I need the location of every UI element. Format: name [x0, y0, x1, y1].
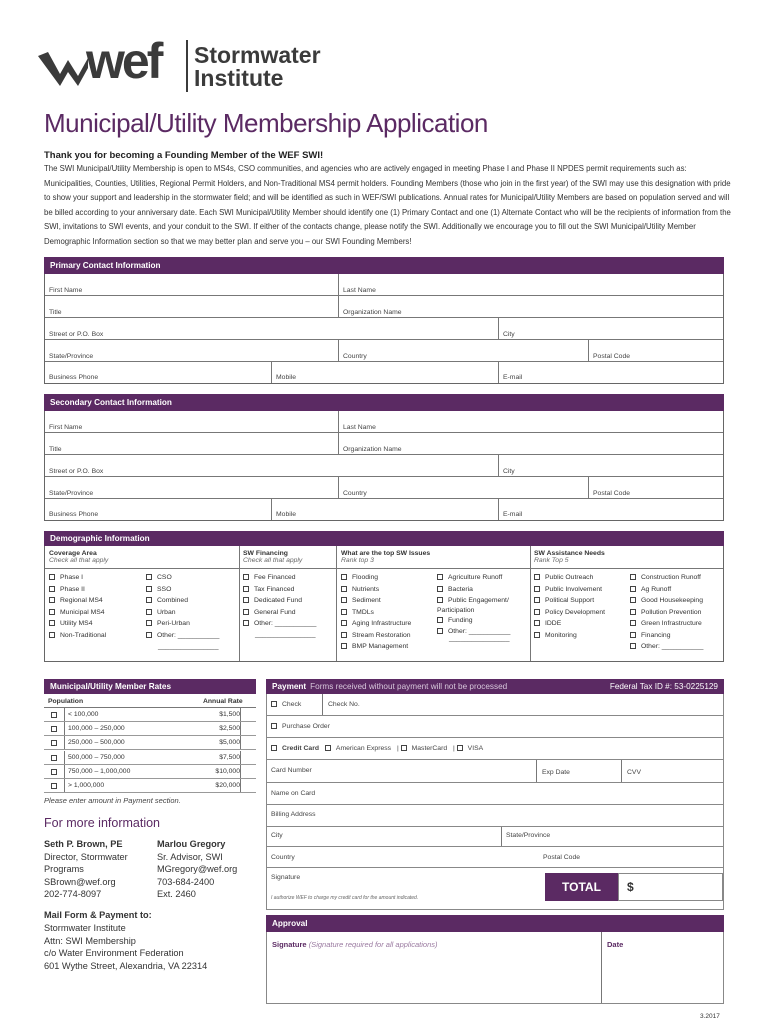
checkbox-icon[interactable] — [146, 632, 152, 638]
payment-header: Payment Forms received without payment will not be processed Federal Tax ID #: 53-0225129 — [266, 679, 724, 694]
checkbox-icon[interactable] — [630, 632, 636, 638]
text-line: c/o Water Environment Federation — [44, 948, 184, 958]
checkbox-icon[interactable] — [630, 586, 636, 592]
checkbox-icon[interactable] — [630, 643, 636, 649]
billing-country-field[interactable]: Country — [271, 854, 295, 861]
checkbox-option[interactable]: Utility MS4 — [49, 618, 106, 630]
text-line: 601 Wythe Street, Alexandria, VA 22314 — [44, 960, 208, 971]
rate-row[interactable] — [44, 751, 256, 765]
checkbox-option[interactable]: Bacteria — [437, 584, 510, 596]
primary-organization-field[interactable]: Organization Name — [343, 309, 402, 316]
issues-list-2 — [437, 572, 510, 638]
rate-amount: $7,500 — [219, 753, 240, 761]
checkbox-icon[interactable] — [243, 620, 249, 626]
checkbox-option[interactable]: Combined — [146, 595, 219, 607]
checkbox-icon[interactable] — [146, 609, 152, 615]
checkbox-option[interactable]: Policy Development — [534, 607, 605, 619]
checkbox-option[interactable]: Dedicated Fund — [243, 595, 316, 607]
checkbox-option[interactable]: Flooding — [341, 572, 411, 584]
checkbox-icon[interactable] — [630, 574, 636, 580]
billing-country-row — [266, 847, 724, 868]
checkbox-icon[interactable] — [341, 643, 347, 649]
amex-option[interactable]: American Express — [325, 745, 391, 752]
logo-line-1: Stormwater — [194, 42, 321, 68]
billing-address-field[interactable]: Billing Address — [266, 805, 724, 827]
checkbox-icon[interactable] — [243, 609, 249, 615]
approval-signature-field[interactable]: Signature (Signature required for all applications) — [272, 940, 438, 949]
rates-population-head: Population — [48, 698, 84, 705]
checkbox-icon[interactable] — [243, 574, 249, 580]
checkbox-icon[interactable] — [534, 586, 540, 592]
secondary-contact-grid — [44, 411, 724, 521]
primary-contact-header: Primary Contact Information — [44, 257, 724, 274]
checkbox-option[interactable]: Other: ___________ — [146, 630, 219, 642]
coverage-other-blank[interactable]: ________________ — [158, 643, 219, 650]
secondary-last-name-field[interactable]: Last Name — [343, 424, 376, 431]
secondary-country-field[interactable]: Country — [343, 490, 367, 497]
checkbox-icon[interactable] — [534, 597, 540, 603]
coverage-list-2 — [146, 572, 219, 641]
stormwater-institute-logo — [194, 44, 321, 90]
checkbox-icon[interactable] — [146, 597, 152, 603]
approval-box — [266, 932, 724, 1004]
financing-other-blank[interactable]: ________________ — [255, 631, 316, 638]
text-line: Sr. Advisor, SWI — [157, 851, 223, 862]
name-on-card-field[interactable]: Name on Card — [266, 783, 724, 805]
page-title: Municipal/Utility Membership Application — [44, 108, 488, 138]
checkbox-icon[interactable] — [630, 609, 636, 615]
checkbox-icon[interactable] — [49, 609, 55, 615]
check-number-field[interactable]: Check No. — [328, 701, 360, 708]
logo-divider — [186, 40, 188, 92]
checkbox-icon[interactable] — [534, 609, 540, 615]
primary-country-field[interactable]: Country — [343, 353, 367, 360]
checkbox-option: Participation — [437, 606, 475, 614]
billing-postal-field[interactable]: Postal Code — [543, 854, 581, 861]
secondary-mobile-field[interactable]: Mobile — [276, 511, 297, 518]
rate-population: 500,000 – 750,000 — [68, 753, 125, 761]
checkbox-option[interactable]: Public Involvement — [534, 584, 605, 596]
secondary-business-phone-field[interactable]: Business Phone — [49, 511, 99, 518]
secondary-title-field[interactable]: Title — [49, 446, 62, 453]
checkbox-option[interactable]: IDDE — [534, 618, 605, 630]
checkbox-option[interactable]: Nutrients — [341, 584, 411, 596]
logo-line-2: Institute — [194, 65, 284, 91]
signature-row — [266, 868, 724, 910]
checkbox-icon[interactable] — [146, 586, 152, 592]
checkbox-option[interactable]: Fee Financed — [243, 572, 316, 584]
checkbox-icon[interactable] — [437, 574, 443, 580]
credit-card-option[interactable]: Credit Card — [271, 745, 319, 752]
card-number-row — [266, 760, 724, 783]
primary-business-phone-field[interactable]: Business Phone — [49, 374, 99, 381]
secondary-postal-field[interactable]: Postal Code — [593, 490, 631, 497]
pay-check-row — [266, 694, 724, 716]
rate-population: > 1,000,000 — [68, 782, 105, 789]
checkbox-icon[interactable] — [534, 620, 540, 626]
card-number-field[interactable]: Card Number — [271, 767, 312, 774]
check-option[interactable]: Check — [271, 701, 301, 708]
checkbox-option[interactable]: Phase I — [49, 572, 106, 584]
checkbox-icon[interactable] — [341, 597, 347, 603]
thanks-heading: Thank you for becoming a Founding Member of the WEF SWI! — [44, 150, 324, 161]
purchase-order-row[interactable]: Purchase Order — [266, 716, 724, 738]
authorize-text: I authorize WEF to charge my credit card for the amount indicated. — [271, 895, 419, 901]
checkbox-icon[interactable] — [49, 586, 55, 592]
text-line: Attn: SWI Membership — [44, 935, 136, 946]
rate-checkbox-icon[interactable] — [51, 740, 57, 746]
checkbox-option[interactable]: Ag Runoff — [630, 584, 703, 596]
rate-amount: $10,000 — [215, 767, 240, 775]
text-line: Programs — [44, 864, 84, 874]
text-line: 202-774-8097 — [44, 889, 102, 899]
primary-first-name-field[interactable]: First Name — [49, 287, 83, 294]
checkbox-option[interactable]: Construction Runoff — [630, 572, 703, 584]
checkbox-icon[interactable] — [49, 632, 55, 638]
text-line: MGregory@wef.org — [157, 864, 238, 874]
checkbox-icon[interactable] — [341, 586, 347, 592]
rate-amount: $5,000 — [219, 739, 240, 747]
billing-state-field[interactable]: State/Province — [506, 832, 551, 839]
secondary-street-field[interactable]: Street or P.O. Box — [49, 468, 104, 475]
checkbox-icon[interactable] — [437, 628, 443, 634]
checkbox-option[interactable]: Green Infrastructure — [630, 618, 703, 630]
text-line: Marlou Gregory — [157, 839, 226, 849]
checkbox-icon[interactable] — [437, 617, 443, 623]
issues-list-1 — [341, 572, 411, 653]
checkbox-option[interactable]: Non-Traditional — [49, 630, 106, 642]
rate-amount: $20,000 — [215, 782, 240, 789]
rates-annual-rate-head: Annual Rate — [203, 698, 243, 705]
financing-list — [243, 572, 316, 630]
rate-row[interactable] — [44, 736, 256, 750]
rate-checkbox-icon[interactable] — [51, 726, 57, 732]
checkbox-icon[interactable] — [243, 597, 249, 603]
secondary-city-field[interactable]: City — [503, 468, 515, 475]
checkbox-icon[interactable] — [341, 620, 347, 626]
checkbox-option[interactable]: Political Support — [534, 595, 605, 607]
checkbox-icon[interactable] — [534, 574, 540, 580]
checkbox-icon[interactable] — [49, 574, 55, 580]
text-line: Director, Stormwater — [44, 851, 128, 862]
checkbox-icon[interactable] — [341, 632, 347, 638]
secondary-first-name-field[interactable]: First Name — [49, 424, 83, 431]
coverage-list-1 — [49, 572, 106, 641]
secondary-organization-field[interactable]: Organization Name — [343, 446, 402, 453]
checkbox-option[interactable]: Phase II — [49, 584, 106, 596]
rate-row[interactable] — [44, 722, 256, 736]
approval-date-field[interactable]: Date — [607, 940, 624, 949]
checkbox-option[interactable]: Urban — [146, 607, 219, 619]
checkbox-option[interactable]: Other: ___________ — [437, 626, 510, 638]
approval-header: Approval — [266, 915, 724, 932]
wef-logo-text: wef — [86, 33, 161, 89]
wef-swoosh-logo-icon — [38, 52, 88, 86]
contact-seth-brown — [44, 838, 128, 901]
checkbox-option[interactable]: Sediment — [341, 595, 411, 607]
rate-checkbox-icon[interactable] — [51, 712, 57, 718]
sw-assistance-head: SW Assistance Needs Rank Top 5 — [534, 550, 605, 564]
checkbox-option[interactable]: Stream Restoration — [341, 630, 411, 642]
checkbox-option[interactable]: Aging Infrastructure — [341, 618, 411, 630]
total-label: TOTAL — [545, 873, 618, 901]
text-line: Seth P. Brown, PE — [44, 839, 123, 849]
billing-city-row — [266, 827, 724, 847]
primary-title-field[interactable]: Title — [49, 309, 62, 316]
secondary-email-field[interactable]: E-mail — [503, 511, 523, 518]
text-line: Stormwater Institute — [44, 923, 126, 933]
mail-heading: Mail Form & Payment to: — [44, 910, 152, 920]
assist-list-1 — [534, 572, 605, 641]
checkbox-option[interactable]: Funding — [437, 615, 510, 627]
signature-field[interactable]: Signature — [271, 874, 301, 881]
more-info-heading: For more information — [44, 816, 161, 830]
text-line: Ext. 2460 — [157, 889, 196, 899]
rate-amount: $1,500 — [219, 711, 240, 718]
rate-row[interactable] — [44, 708, 256, 722]
checkbox-option[interactable]: SSO — [146, 584, 219, 596]
checkbox-icon[interactable] — [243, 586, 249, 592]
text-line: SBrown@wef.org — [44, 876, 116, 887]
checkbox-option[interactable]: General Fund — [243, 607, 316, 619]
version-footer: 3.2017 — [700, 1013, 720, 1020]
mail-address — [44, 922, 207, 972]
primary-state-field[interactable]: State/Province — [49, 353, 94, 360]
rate-checkbox-icon[interactable] — [51, 783, 57, 789]
sw-financing-head: SW Financing Check all that apply — [243, 550, 303, 564]
rate-checkbox-icon[interactable] — [51, 769, 57, 775]
primary-mobile-field[interactable]: Mobile — [276, 374, 297, 381]
checkbox-option[interactable]: Other: ___________ — [243, 618, 316, 630]
rate-amount: $2,500 — [219, 725, 240, 733]
rates-header: Municipal/Utility Member Rates — [44, 679, 256, 694]
checkbox-icon[interactable] — [341, 574, 347, 580]
checkbox-option[interactable]: Peri-Urban — [146, 618, 219, 630]
checkbox-option[interactable]: CSO — [146, 572, 219, 584]
checkbox-icon[interactable] — [146, 620, 152, 626]
demographic-header: Demographic Information — [44, 531, 724, 546]
rate-population: < 100,000 — [68, 711, 99, 718]
checkbox-option[interactable]: BMP Management — [341, 641, 411, 653]
checkbox-icon[interactable] — [630, 597, 636, 603]
text-line: 703-684-2400 — [157, 876, 215, 887]
rate-population: 750,000 – 1,000,000 — [68, 767, 131, 775]
checkbox-icon[interactable] — [630, 620, 636, 626]
checkbox-icon[interactable] — [49, 597, 55, 603]
checkbox-option[interactable]: Public Outreach — [534, 572, 605, 584]
credit-card-row — [266, 738, 724, 760]
visa-option[interactable]: | VISA — [453, 745, 484, 752]
primary-postal-field[interactable]: Postal Code — [593, 353, 631, 360]
sw-issues-head: What are the top SW Issues Rank top 3 — [341, 550, 431, 564]
assist-list-2 — [630, 572, 703, 653]
primary-contact-grid — [44, 274, 724, 384]
checkbox-icon[interactable] — [437, 586, 443, 592]
checkbox-option[interactable]: Other: ___________ — [630, 641, 703, 653]
checkbox-icon[interactable] — [534, 632, 540, 638]
checkbox-icon[interactable] — [341, 609, 347, 615]
primary-last-name-field[interactable]: Last Name — [343, 287, 376, 294]
rate-population: 250,000 – 500,000 — [68, 739, 125, 747]
primary-email-field[interactable]: E-mail — [503, 374, 523, 381]
issues-other-blank[interactable]: ________________ — [449, 635, 510, 642]
rate-checkbox-icon[interactable] — [51, 755, 57, 761]
checkbox-icon[interactable] — [146, 574, 152, 580]
mastercard-option[interactable]: | MasterCard — [396, 745, 448, 752]
cvv-field[interactable]: CVV — [627, 769, 641, 776]
checkbox-icon[interactable] — [437, 597, 443, 603]
checkbox-option[interactable]: Municipal MS4 — [49, 607, 106, 619]
rates-note: Please enter amount in Payment section. — [44, 796, 181, 805]
rate-population: 100,000 – 250,000 — [68, 725, 125, 733]
primary-city-field[interactable]: City — [503, 331, 515, 338]
rate-row[interactable] — [44, 779, 256, 793]
checkbox-option[interactable]: Financing — [630, 630, 703, 642]
checkbox-option[interactable]: Monitoring — [534, 630, 605, 642]
checkbox-option[interactable]: Pollution Prevention — [630, 607, 703, 619]
checkbox-icon[interactable] — [49, 620, 55, 626]
rate-row[interactable] — [44, 765, 256, 779]
intro-paragraph: The SWI Municipal/Utility Membership is open to MS4s, CSO communities, and agencies who are actively engaged in meeting Phase I and Phase II NPDES permit requirements such as: Municipalities, Counties, Utilities, Regional Permit Holders, and Non-Traditional MS4 permit holders. Founding Members (those who join in the first year) of the SWI may use this designation with pride to show your support and leadership in the stormwater field; and will be identified as such in WEF/SWI publications. Annual rates for Municipal/Utility Members are based on population served and will be billed according to your anniversary date. Each SWI Municipal/Utility Member should identify one (1) Primary Contact and one (1) Alternate Contact who will be the recipients of information from the SWI, invitations to SWI events, and your conduit to the SWI. If either of the contacts change, please notify the SWI. Additionally we encourage you to fill out the SWI Municipal/Utility Member Demographic Information section so that we may better plan and serve you – our SWI Founding Members! — [44, 164, 731, 246]
coverage-area-head: Coverage Area Check all that apply — [49, 550, 109, 564]
exp-date-field[interactable]: Exp Date — [542, 769, 570, 776]
contact-marlou-gregory — [157, 838, 237, 901]
checkbox-option[interactable]: Public Engagement/ — [437, 595, 510, 607]
checkbox-option[interactable]: Agriculture Runoff — [437, 572, 510, 584]
primary-street-field[interactable]: Street or P.O. Box — [49, 331, 104, 338]
checkbox-option[interactable]: Tax Financed — [243, 584, 316, 596]
checkbox-option[interactable]: TMDLs — [341, 607, 411, 619]
checkbox-option[interactable]: Regional MS4 — [49, 595, 106, 607]
billing-city-field[interactable]: City — [271, 832, 283, 839]
checkbox-option[interactable]: Good Housekeeping — [630, 595, 703, 607]
secondary-state-field[interactable]: State/Province — [49, 490, 94, 497]
secondary-contact-header: Secondary Contact Information — [44, 394, 724, 411]
total-amount-field[interactable]: $ — [618, 873, 723, 901]
